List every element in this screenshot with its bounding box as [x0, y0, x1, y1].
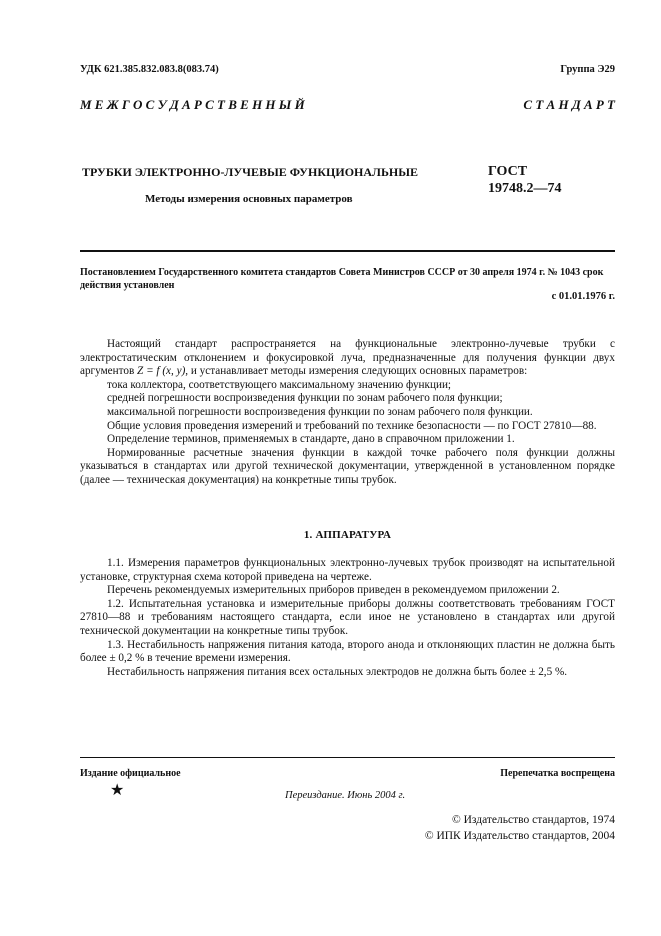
standard-banner	[80, 97, 615, 113]
gost-label: ГОСТ	[488, 164, 528, 179]
intro-p1-end: , и устанавливает методы измерения следующих основных параметров:	[185, 365, 528, 378]
gost-designation	[488, 163, 562, 197]
header-divider	[80, 250, 615, 252]
intro-paragraph-3: Определение терминов, применяемых в стандарте, дано в справочном приложении 1.	[107, 433, 515, 446]
copyright-1974: © Издательство стандартов, 1974	[451, 814, 615, 826]
parameter-item-3: максимальной погрешности воспроизведения функции по зонам рабочего поля функции.	[107, 405, 533, 418]
section-1-body	[80, 557, 615, 679]
parameter-item-1: тока коллектора, соответствующего максимальному значению функции;	[107, 378, 452, 391]
clause-1-1-instruments: Перечень рекомендуемых измерительных приборов приведен в рекомендуемом приложении 2.	[107, 584, 560, 597]
intro-paragraph-1	[80, 338, 615, 379]
copyright-2004: © ИПК Издательство стандартов, 2004	[424, 830, 615, 842]
document-subtitle: Методы измерения основных параметров	[145, 193, 353, 205]
star-icon: ★	[110, 782, 125, 799]
official-edition-label: Издание официальное	[80, 768, 181, 779]
document-title: ТРУБКИ ЭЛЕКТРОННО-ЛУЧЕВЫЕ ФУНКЦИОНАЛЬНЫЕ	[82, 165, 419, 179]
banner-standard: С Т А Н Д А Р Т	[523, 97, 615, 112]
intro-section	[80, 338, 615, 488]
intro-paragraph-4: Нормированные расчетные значения функции в каждой точке рабочего поля функции должны указываться в стандартах или другой технической документации, утвержденной в установленном порядке (далее — техническая документация) на конкретные типы трубок.	[80, 446, 615, 486]
udk-code: УДК 621.385.832.083.8(083.74)	[80, 64, 219, 75]
section-heading: 1. АППАРАТУРА	[303, 529, 392, 541]
clause-1-2: 1.2. Испытательная установка и измерительные приборы должны соответствовать требованиям ГОСТ 27810—88 и требованиям настоящего стандарта, если иное не установлено в стандартах или другой технической документации на конкретные типы трубок.	[80, 597, 615, 637]
clause-1-1: 1.1. Измерения параметров функциональных электронно-лучевых трубок производят на испытательной установке, структурная схема которой приведена на чертеже.	[80, 557, 615, 583]
formula: Z = f (x, y)	[137, 365, 186, 378]
footer-divider	[80, 757, 615, 758]
reprint-prohibited-label: Перепечатка воспрещена	[500, 768, 615, 779]
clause-1-3-other-electrodes: Нестабильность напряжения питания всех остальных электродов не должна быть более ± 2,5 %.	[107, 665, 568, 678]
banner-interstate: М Е Ж Г О С У Д А Р С Т В Е Н Н Ы Й	[80, 97, 305, 112]
group-code: Группа Э29	[560, 64, 615, 75]
parameter-item-2: средней погрешности воспроизведения функции по зонам рабочего поля функции;	[107, 392, 503, 405]
gost-number: 19748.2—74	[488, 181, 562, 196]
reissue-note: Переиздание. Июнь 2004 г.	[285, 790, 406, 801]
intro-p1-start: Настоящий стандарт распространяется на функциональные электронно-лучевые трубки с электростатическим отклонением и фокусировкой луча, предназначенные для получения функции двух аргументов	[80, 338, 615, 378]
intro-paragraph-2: Общие условия проведения измерений и требований по технике безопасности — по ГОСТ 27810—88.	[107, 419, 597, 432]
clause-1-3: 1.3. Нестабильность напряжения питания катода, второго анода и отклоняющих пластин не должна быть более ± 0,2 % в течение времени измерения.	[80, 638, 615, 665]
decree-text: Постановлением Государственного комитета стандартов Совета Министров СССР от 30 апреля 1974 г. № 1043 срок действия установлен	[80, 267, 604, 291]
effective-date: с 01.01.1976 г.	[551, 291, 615, 302]
